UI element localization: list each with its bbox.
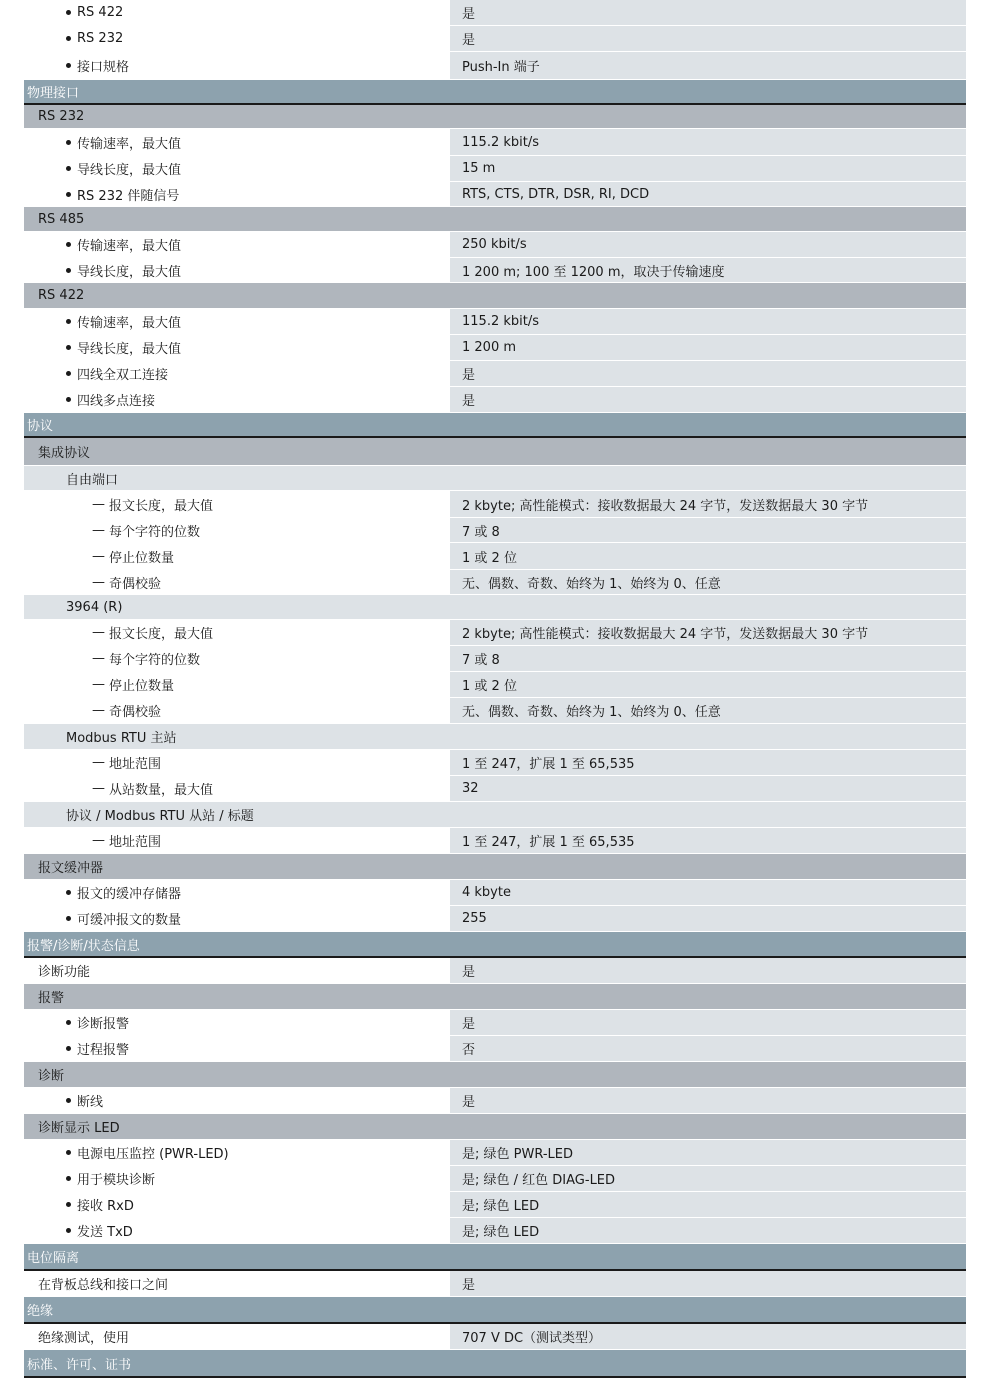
spec-label: 从站数量，最大值 — [109, 783, 214, 798]
spec-label-cell — [24, 1192, 448, 1217]
section-header — [24, 932, 966, 958]
spec-value: 是 — [450, 387, 966, 412]
dash-icon: — — [92, 651, 105, 666]
spec-label-cell — [24, 26, 448, 51]
spec-row — [24, 570, 966, 595]
spec-row — [24, 646, 966, 672]
spec-label: 停止位数量 — [109, 550, 175, 566]
bullet-icon — [66, 890, 71, 895]
spec-label-cell — [24, 156, 448, 181]
spec-table — [24, 0, 966, 1378]
spec-row — [24, 309, 966, 335]
spec-value: 无、偶数、奇数、始终为 1、始终为 0、任意 — [450, 698, 966, 723]
spec-row — [24, 698, 966, 724]
spec-value: 是; 绿色 / 红色 DIAG-LED — [450, 1166, 966, 1191]
spec-value: 1 200 m — [450, 335, 966, 360]
spec-label-cell — [24, 258, 448, 282]
spec-label-cell — [24, 620, 448, 645]
spec-row — [24, 1271, 966, 1297]
spec-label: 电源电压监控 (PWR-LED) — [77, 1147, 229, 1162]
spec-label-cell — [24, 413, 448, 436]
bullet-icon — [66, 63, 71, 68]
spec-label-cell — [24, 1166, 448, 1191]
spec-label: 传输速率，最大值 — [77, 136, 182, 152]
subsection-header — [24, 854, 966, 880]
spec-label-cell — [24, 438, 448, 465]
spec-label-cell — [24, 207, 448, 231]
subsection-header — [24, 595, 966, 620]
bullet-icon — [66, 192, 71, 197]
section-header — [24, 80, 966, 105]
section-header — [24, 1350, 966, 1378]
bullet-icon — [66, 166, 71, 171]
spec-row — [24, 361, 966, 387]
spec-label: 四线多点连接 — [77, 394, 156, 409]
spec-value: 是 — [450, 1088, 966, 1113]
subsection-header — [24, 207, 966, 232]
subsection-header — [24, 466, 966, 491]
spec-value: Push-In 端子 — [450, 52, 966, 79]
spec-label-cell — [24, 1062, 448, 1087]
spec-label: 过程报警 — [77, 1043, 130, 1058]
spec-label-cell — [24, 80, 448, 103]
spec-value: 是 — [450, 1010, 966, 1035]
spec-label-cell — [24, 802, 448, 827]
spec-label-cell — [24, 466, 448, 490]
subsection-header — [24, 438, 966, 466]
spec-label: 传输速率，最大值 — [77, 316, 182, 331]
spec-value: 1 或 2 位 — [450, 672, 966, 697]
spec-row — [24, 906, 966, 932]
bullet-icon — [66, 371, 71, 376]
spec-row — [24, 958, 966, 984]
spec-value: 1 200 m; 100 至 1200 m，取决于传输速度 — [450, 258, 966, 282]
spec-label-cell — [24, 105, 448, 128]
subsection-header — [24, 105, 966, 129]
dash-icon: — — [92, 703, 105, 718]
spec-value: RTS, CTS, DTR, DSR, RI, DCD — [450, 182, 966, 206]
dash-icon: — — [92, 625, 105, 640]
spec-value: 是; 绿色 LED — [450, 1218, 966, 1243]
bullet-icon — [66, 916, 71, 921]
spec-label-cell — [24, 595, 448, 619]
bullet-icon — [66, 1020, 71, 1025]
subsection-header — [24, 802, 966, 828]
spec-label: 每个字符的位数 — [109, 653, 201, 668]
spec-row — [24, 1010, 966, 1036]
spec-label: 诊断功能 — [38, 965, 91, 980]
spec-row — [24, 232, 966, 258]
spec-label-cell — [24, 1140, 448, 1165]
spec-label-cell — [24, 518, 448, 542]
spec-label-cell — [24, 570, 448, 594]
bullet-icon — [66, 397, 71, 402]
spec-value: 是 — [450, 1271, 966, 1296]
spec-label: 报文缓冲器 — [38, 861, 104, 876]
spec-row — [24, 828, 966, 854]
spec-label: 奇偶校验 — [109, 705, 162, 720]
spec-label-cell — [24, 335, 448, 360]
spec-value: 是 — [450, 26, 966, 51]
spec-row — [24, 672, 966, 698]
spec-label: 四线全双工连接 — [77, 368, 169, 383]
spec-label: 标准、许可、证书 — [27, 1357, 132, 1373]
spec-label-cell — [24, 1271, 448, 1296]
spec-label-cell — [24, 309, 448, 334]
spec-row — [24, 1140, 966, 1166]
spec-label-cell — [24, 906, 448, 931]
spec-label-cell — [24, 1088, 448, 1113]
spec-label-cell — [24, 880, 448, 905]
spec-label: 接收 RxD — [77, 1199, 134, 1214]
spec-label: 报文的缓冲存储器 — [77, 887, 182, 902]
spec-row — [24, 518, 966, 543]
spec-label-cell — [24, 1324, 448, 1349]
spec-value: 1 或 2 位 — [450, 543, 966, 569]
spec-value: 7 或 8 — [450, 518, 966, 542]
spec-label-cell — [24, 1010, 448, 1035]
spec-label-cell — [24, 491, 448, 517]
spec-label: RS 232 伴随信号 — [77, 188, 180, 204]
spec-label-cell — [24, 1114, 448, 1139]
dash-icon: — — [92, 781, 105, 796]
spec-label-cell — [24, 52, 448, 79]
section-header — [24, 1244, 966, 1271]
spec-value: 是; 绿色 LED — [450, 1192, 966, 1217]
spec-label-cell — [24, 776, 448, 801]
spec-value: 是 — [450, 0, 966, 25]
spec-label-cell — [24, 283, 448, 308]
spec-row — [24, 1166, 966, 1192]
spec-label-cell — [24, 984, 448, 1009]
spec-row — [24, 26, 966, 52]
spec-value: 4 kbyte — [450, 880, 966, 905]
spec-label: 报警/诊断/状态信息 — [27, 938, 140, 954]
spec-label: 物理接口 — [27, 86, 80, 101]
spec-value: 255 — [450, 906, 966, 931]
spec-label: 导线长度，最大值 — [77, 163, 182, 178]
spec-label: 停止位数量 — [109, 679, 175, 694]
spec-label-cell — [24, 543, 448, 569]
spec-value: 2 kbyte; 高性能模式：接收数据最大 24 字节，发送数据最大 30 字节 — [450, 620, 966, 645]
spec-label-cell — [24, 361, 448, 386]
spec-label-cell — [24, 387, 448, 412]
spec-label: 在背板总线和接口之间 — [38, 1278, 169, 1293]
spec-label: 绝缘 — [27, 1304, 54, 1319]
bullet-icon — [66, 1150, 71, 1155]
spec-label: 协议 — [27, 419, 54, 434]
spec-label: 接口规格 — [77, 60, 130, 75]
dash-icon: — — [92, 496, 105, 512]
spec-label: RS 422 — [38, 288, 85, 303]
subsection-header — [24, 984, 966, 1010]
spec-value: 是; 绿色 PWR-LED — [450, 1140, 966, 1165]
spec-label-cell — [24, 1244, 448, 1269]
subsection-header — [24, 1062, 966, 1088]
spec-label: 报警 — [38, 991, 65, 1006]
spec-label: 自由端口 — [66, 472, 119, 488]
spec-label-cell — [24, 182, 448, 206]
spec-row — [24, 182, 966, 207]
spec-value: 250 kbit/s — [450, 232, 966, 257]
spec-value: 32 — [450, 776, 966, 801]
spec-label: RS 485 — [38, 211, 85, 227]
spec-label: 奇偶校验 — [109, 576, 162, 592]
spec-label: 报文长度，最大值 — [109, 498, 214, 514]
spec-value: 1 至 247，扩展 1 至 65,535 — [450, 828, 966, 853]
spec-label: 断线 — [77, 1095, 104, 1110]
spec-label-cell — [24, 232, 448, 257]
spec-row — [24, 258, 966, 283]
dash-icon: — — [92, 833, 105, 848]
spec-label: 诊断显示 LED — [38, 1121, 120, 1136]
dash-icon: — — [92, 522, 105, 538]
spec-label: 诊断 — [38, 1069, 65, 1084]
spec-label: 电位隔离 — [27, 1251, 80, 1266]
spec-row — [24, 543, 966, 570]
spec-value: 是 — [450, 361, 966, 386]
spec-label: 导线长度，最大值 — [77, 264, 182, 280]
spec-value: 707 V DC（测试类型） — [450, 1324, 966, 1349]
bullet-icon — [66, 36, 71, 41]
spec-row — [24, 1088, 966, 1114]
spec-label-cell — [24, 1036, 448, 1061]
spec-row — [24, 387, 966, 413]
bullet-icon — [66, 1098, 71, 1103]
subsection-header — [24, 724, 966, 750]
dash-icon: — — [92, 677, 105, 692]
bullet-icon — [66, 319, 71, 324]
spec-label-cell — [24, 0, 448, 25]
spec-label-cell — [24, 828, 448, 853]
bullet-icon — [66, 140, 71, 145]
spec-label-cell — [24, 646, 448, 671]
bullet-icon — [66, 10, 71, 15]
spec-value: 7 或 8 — [450, 646, 966, 671]
spec-label: 报文长度，最大值 — [109, 627, 214, 642]
dash-icon: — — [92, 548, 105, 564]
bullet-icon — [66, 1228, 71, 1233]
spec-label: 地址范围 — [109, 835, 162, 850]
spec-label: RS 232 — [77, 31, 124, 46]
spec-value: 115.2 kbit/s — [450, 309, 966, 334]
spec-row — [24, 491, 966, 518]
dash-icon: — — [92, 574, 105, 590]
spec-label: 每个字符的位数 — [109, 524, 201, 540]
subsection-header — [24, 1114, 966, 1140]
spec-row — [24, 1036, 966, 1062]
bullet-icon — [66, 242, 71, 247]
spec-label-cell — [24, 1297, 448, 1322]
spec-row — [24, 0, 966, 26]
spec-label: RS 232 — [38, 109, 85, 124]
bullet-icon — [66, 345, 71, 350]
spec-label: 集成协议 — [38, 446, 91, 461]
spec-label: RS 422 — [77, 5, 124, 20]
spec-label: 导线长度，最大值 — [77, 342, 182, 357]
spec-row — [24, 1192, 966, 1218]
spec-row — [24, 129, 966, 156]
spec-label: 3964 (R) — [66, 599, 123, 615]
spec-label-cell — [24, 854, 448, 879]
spec-label: 绝缘测试，使用 — [38, 1331, 130, 1346]
spec-value: 115.2 kbit/s — [450, 129, 966, 155]
spec-label-cell — [24, 1218, 448, 1243]
spec-value: 否 — [450, 1036, 966, 1061]
spec-label-cell — [24, 724, 448, 749]
subsection-header — [24, 283, 966, 309]
spec-label: Modbus RTU 主站 — [66, 731, 177, 746]
spec-row — [24, 335, 966, 361]
spec-row — [24, 52, 966, 80]
spec-row — [24, 620, 966, 646]
spec-label: 地址范围 — [109, 757, 162, 772]
section-header — [24, 1297, 966, 1324]
spec-row — [24, 776, 966, 802]
spec-value: 1 至 247，扩展 1 至 65,535 — [450, 750, 966, 775]
spec-label-cell — [24, 958, 448, 983]
spec-row — [24, 1218, 966, 1244]
spec-label: 协议 / Modbus RTU 从站 / 标题 — [66, 809, 254, 824]
bullet-icon — [66, 1202, 71, 1207]
spec-label-cell — [24, 932, 448, 956]
spec-label-cell — [24, 698, 448, 723]
bullet-icon — [66, 1176, 71, 1181]
bullet-icon — [66, 268, 71, 273]
spec-row — [24, 1324, 966, 1350]
spec-label: 用于模块诊断 — [77, 1173, 156, 1188]
spec-label: 诊断报警 — [77, 1017, 130, 1032]
spec-value: 无、偶数、奇数、始终为 1、始终为 0、任意 — [450, 570, 966, 594]
spec-label-cell — [24, 672, 448, 697]
spec-label: 传输速率，最大值 — [77, 239, 182, 254]
spec-label: 可缓冲报文的数量 — [77, 913, 182, 928]
spec-label-cell — [24, 129, 448, 155]
spec-row — [24, 750, 966, 776]
spec-label-cell — [24, 1350, 448, 1376]
bullet-icon — [66, 1046, 71, 1051]
spec-value: 2 kbyte; 高性能模式：接收数据最大 24 字节，发送数据最大 30 字节 — [450, 491, 966, 517]
spec-row — [24, 880, 966, 906]
spec-label: 发送 TxD — [77, 1225, 133, 1240]
dash-icon: — — [92, 755, 105, 770]
spec-value: 15 m — [450, 156, 966, 181]
spec-value: 是 — [450, 958, 966, 983]
section-header — [24, 413, 966, 438]
spec-label-cell — [24, 750, 448, 775]
spec-row — [24, 156, 966, 182]
